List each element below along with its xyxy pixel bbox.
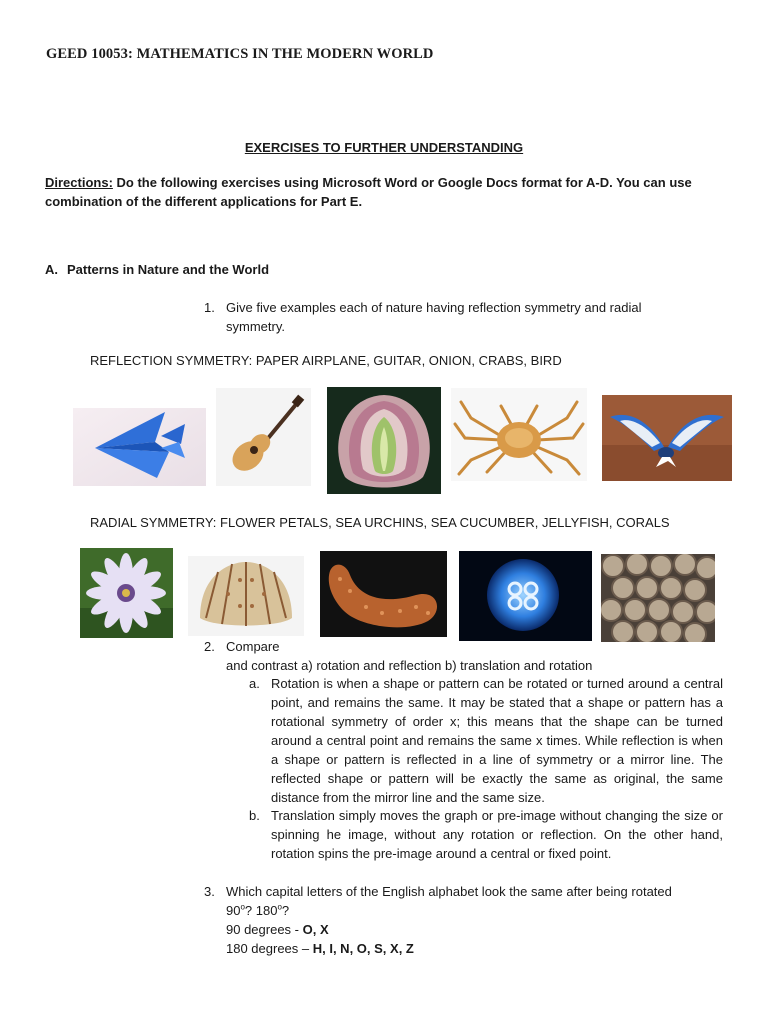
answer-2a-text: Rotation is when a shape or pattern can be rotated or turned around a central point, and remains the same. It may be stated that a shape or pattern has a rotational symmetry of order x; this means that the shape can be turned around a central point and remains the same x times. While reflection is when a shape or pattern is reflected in a line of symmetry or a mirror line. The reflected shape or pattern will be exactly the same as original, the same distance from the mirror line and the same size.	[271, 676, 723, 805]
answer-180-degrees	[226, 939, 724, 958]
exercise-title: EXERCISES TO FURTHER UNDERSTANDING	[244, 140, 524, 155]
question-1-number: 1.	[204, 300, 215, 315]
question-1	[204, 298, 684, 336]
sea-cucumber-image	[320, 551, 447, 637]
question-2-line1: Compare	[226, 639, 280, 654]
sea-urchin-image	[188, 556, 304, 636]
question-3-number: 3.	[204, 884, 215, 899]
question-1-text: Give five examples each of nature having reflection symmetry and radial symmetry.	[226, 300, 642, 334]
answer-2b-label: b.	[249, 808, 260, 823]
question-3	[204, 882, 724, 958]
coral-image	[601, 554, 715, 642]
directions-paragraph	[45, 173, 735, 211]
deg180-value: H, I, N, O, S, X, Z	[312, 941, 414, 956]
deg90-value: O, X	[302, 922, 329, 937]
angle-q2: ?	[281, 903, 290, 918]
section-a-heading	[45, 262, 269, 277]
reflection-symmetry-label: REFLECTION SYMMETRY: PAPER AIRPLANE, GUITAR, ONION, CRABS, BIRD	[90, 353, 562, 368]
section-a-title: Patterns in Nature and the World	[67, 262, 270, 277]
paper-airplane-image	[73, 408, 206, 486]
answer-2a-label: a.	[249, 676, 260, 691]
bird-image	[602, 395, 732, 481]
section-a-number: A.	[45, 262, 58, 277]
question-3-text: Which capital letters of the English alphabet look the same after being rotated	[226, 884, 672, 899]
flower-image	[80, 548, 173, 638]
answer-90-degrees	[226, 920, 724, 939]
question-2	[204, 637, 729, 675]
answer-2a	[249, 674, 723, 807]
crab-image	[451, 388, 587, 481]
deg180-label: 180 degrees –	[226, 941, 313, 956]
radial-symmetry-label: RADIAL SYMMETRY: FLOWER PETALS, SEA URCHINS, SEA CUCUMBER, JELLYFISH, CORALS	[90, 515, 670, 530]
onion-image	[327, 387, 441, 494]
degree-sup-2: o	[277, 902, 282, 912]
angle-90: 90	[226, 903, 241, 918]
directions-text: Do the following exercises using Microsoft Word or Google Docs format for A-D. You can use combination of the different applications for Part E.	[45, 175, 692, 209]
answer-2b	[249, 806, 723, 863]
answer-2b-text: Translation simply moves the graph or pre-image without changing the size or spinning he image, without any rotation or reflection. On the other hand, rotation spins the pre-image around a central or fixed point.	[271, 808, 723, 861]
angle-180: 180	[255, 903, 278, 918]
deg90-label: 90 degrees -	[226, 922, 303, 937]
question-3-angles	[226, 901, 724, 920]
angle-q1: ?	[244, 903, 256, 918]
question-2-number: 2.	[204, 639, 215, 654]
degree-sup-1: o	[240, 902, 245, 912]
course-title: GEED 10053: MATHEMATICS IN THE MODERN WORLD	[46, 46, 434, 62]
directions-label: Directions:	[45, 175, 113, 190]
jellyfish-image	[459, 551, 592, 641]
guitar-image	[216, 388, 311, 486]
question-2-line2: and contrast a) rotation and reflection b) translation and rotation	[226, 658, 593, 673]
